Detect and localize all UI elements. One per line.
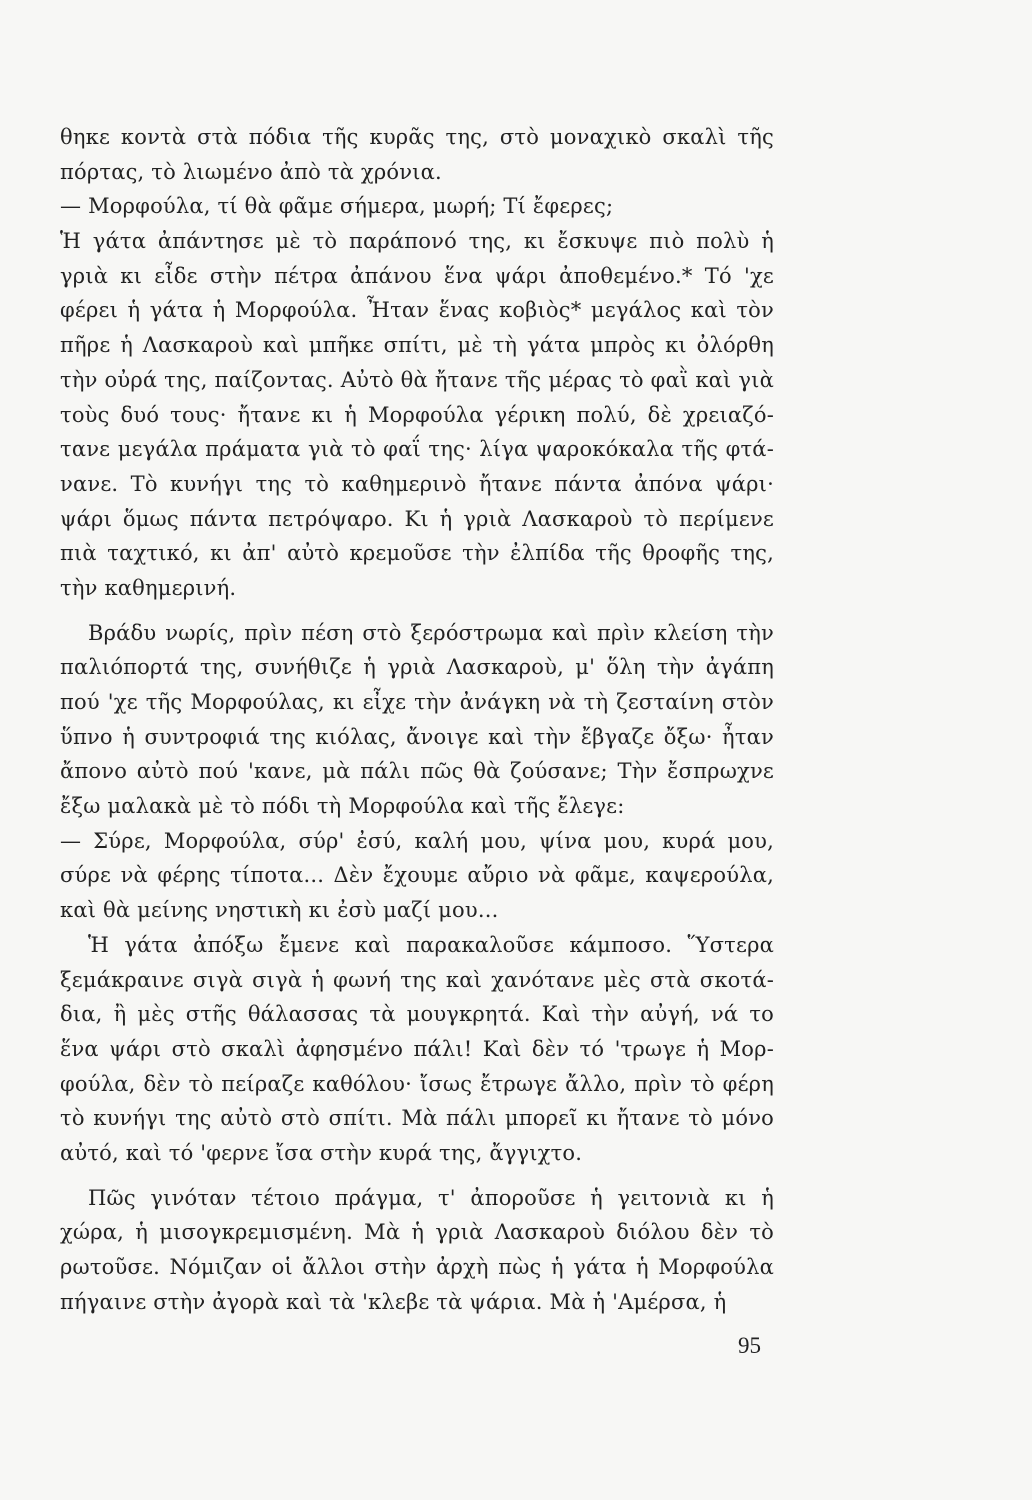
paragraph xyxy=(60,1181,774,1320)
text-line: — Σύρε, Μορφούλα, σύρ' ἐσύ, καλή μου, ψίνα μου, κυρά μου, xyxy=(60,828,774,853)
text-line: σύρε νὰ φέρης τίποτα... Δὲν ἔχουμε αὔριο νὰ φᾶμε, καψερούλα, xyxy=(60,863,774,888)
text-line: πήγαινε στὴν ἀγορὰ καὶ τὰ 'κλεβε τὰ ψάρια. Μὰ ἡ 'Αμέρσα, ἡ xyxy=(60,1289,727,1314)
text-line: πού 'χε τῆς Μορφούλας, κι εἶχε τὴν ἀνάγκη νὰ τὴ ζεσταίνη στὸν xyxy=(60,690,774,714)
page-number: 95 xyxy=(738,1333,761,1358)
text-line: χώρα, ἡ μισογκρεμισμένη. Μὰ ἡ γριὰ Λασκαροὺ διόλου δὲν τὸ xyxy=(60,1220,774,1245)
text-line: Πῶς γινόταν τέτοιο πράγμα, τ' ἀποροῦσε ἡ γειτονιὰ κι ἡ xyxy=(88,1185,774,1210)
text-line: δια, ἢ μὲς στῆς θάλασσας τὰ μουγκρητά. Καὶ τὴν αὐγή, νά το xyxy=(60,1002,774,1027)
text-line: θηκε κοντὰ στὰ πόδια τῆς κυρᾶς της, στὸ μοναχικὸ σκαλὶ τῆς xyxy=(60,125,774,149)
text-line: τὴν οὐρά της, παίζοντας. Αὐτὸ θὰ ἤτανε τῆς μέρας τὸ φαῒ καὶ γιὰ xyxy=(60,367,774,392)
paragraph xyxy=(60,616,774,1171)
text-line: αὐτό, καὶ τό 'φερνε ἴσα στὴν κυρά της, ἄγγιχτο. xyxy=(60,1140,583,1165)
text-line: ψάρι ὅμως πάντα πετρόψαρο. Κι ἡ γριὰ Λασκαροὺ τὸ περίμενε xyxy=(60,506,774,531)
text-line: Βράδυ νωρίς, πρὶν πέση στὸ ξερόστρωμα καὶ πρὶν κλείση τὴν xyxy=(88,620,774,645)
text-line: τὸ κυνήγι της αὐτὸ στὸ σπίτι. Μὰ πάλι μπορεῖ κι ἤτανε τὸ μόνο xyxy=(60,1106,774,1131)
paragraph xyxy=(60,120,774,606)
text-line: γριὰ κι εἶδε στὴν πέτρα ἀπάνου ἕνα ψάρι ἀποθεμένο.* Τό 'χε xyxy=(60,263,774,288)
text-line: Ἡ γάτα ἀπόξω ἔμενε καὶ παρακαλοῦσε κάμποσο. Ὕστερα xyxy=(88,932,774,957)
body-text xyxy=(60,120,774,1319)
text-line: τοὺς δυό τους· ἤτανε κι ἡ Μορφούλα γέρικη πολύ, δὲ χρειαζό- xyxy=(60,402,774,427)
text-line: πιὰ ταχτικό, κι ἀπ' αὐτὸ κρεμοῦσε τὴν ἐλπίδα τῆς θροφῆς της, xyxy=(60,541,774,566)
text-line: ἄπονο αὐτὸ πού 'κανε, μὰ πάλι πῶς θὰ ζούσανε; Τὴν ἔσπρωχνε xyxy=(60,759,774,784)
text-line: φούλα, δὲν τὸ πείραζε καθόλου· ἴσως ἔτρωγε ἄλλο, πρὶν τὸ φέρη xyxy=(60,1071,774,1096)
text-line: ξεμάκραινε σιγὰ σιγὰ ἡ φωνή της καὶ χανότανε μὲς στὰ σκοτά- xyxy=(60,967,774,992)
text-line: ἕνα ψάρι στὸ σκαλὶ ἀφησμένο πάλι! Καὶ δὲν τό 'τρωγε ἡ Μορ- xyxy=(60,1036,774,1061)
text-line: Ἡ γάτα ἀπάντησε μὲ τὸ παράπονό της, κι ἔσκυψε πιὸ πολὺ ἡ xyxy=(60,229,774,254)
text-line: τὴν καθημερινή. xyxy=(60,575,237,600)
text-line: τανε μεγάλα πράματα γιὰ τὸ φαΐ της· λίγα ψαροκόκαλα τῆς φτά- xyxy=(60,437,774,462)
text-line: φέρει ἡ γάτα ἡ Μορφούλα. Ἦταν ἕνας κοβιὸς* μεγάλος καὶ τὸν xyxy=(60,298,774,323)
text-line: ρωτοῦσε. Νόμιζαν οἱ ἄλλοι στὴν ἀρχὴ πὼς ἡ γάτα ἡ Μορφούλα xyxy=(60,1255,774,1279)
text-line: παλιόπορτά της, συνήθιζε ἡ γριὰ Λασκαροὺ, μ' ὅλη τὴν ἀγάπη xyxy=(60,655,774,680)
paragraph-gap xyxy=(60,606,774,616)
text-line: — Μορφούλα, τί θὰ φᾶμε σήμερα, μωρή; Τί ἔφερες; xyxy=(60,194,614,219)
text-line: ὕπνο ἡ συντροφιά της κιόλας, ἄνοιγε καὶ τὴν ἔβγαζε ὄξω· ἦταν xyxy=(60,724,774,749)
text-line: ἔξω μαλακὰ μὲ τὸ πόδι τὴ Μορφούλα καὶ τῆς ἔλεγε: xyxy=(60,794,625,819)
text-line: νανε. Τὸ κυνήγι της τὸ καθημερινὸ ἤτανε πάντα ἀπόνα ψάρι· xyxy=(60,471,774,496)
text-line: πόρτας, τὸ λιωμένο ἀπὸ τὰ χρόνια. xyxy=(60,159,442,184)
text-line: καὶ θὰ μείνης νηστικὴ κι ἐσὺ μαζί μου... xyxy=(60,898,499,923)
text-line: πῆρε ἡ Λασκαροὺ καὶ μπῆκε σπίτι, μὲ τὴ γάτα μπρὸς κι ὀλόρθη xyxy=(60,333,774,358)
paragraph-gap xyxy=(60,1171,774,1181)
